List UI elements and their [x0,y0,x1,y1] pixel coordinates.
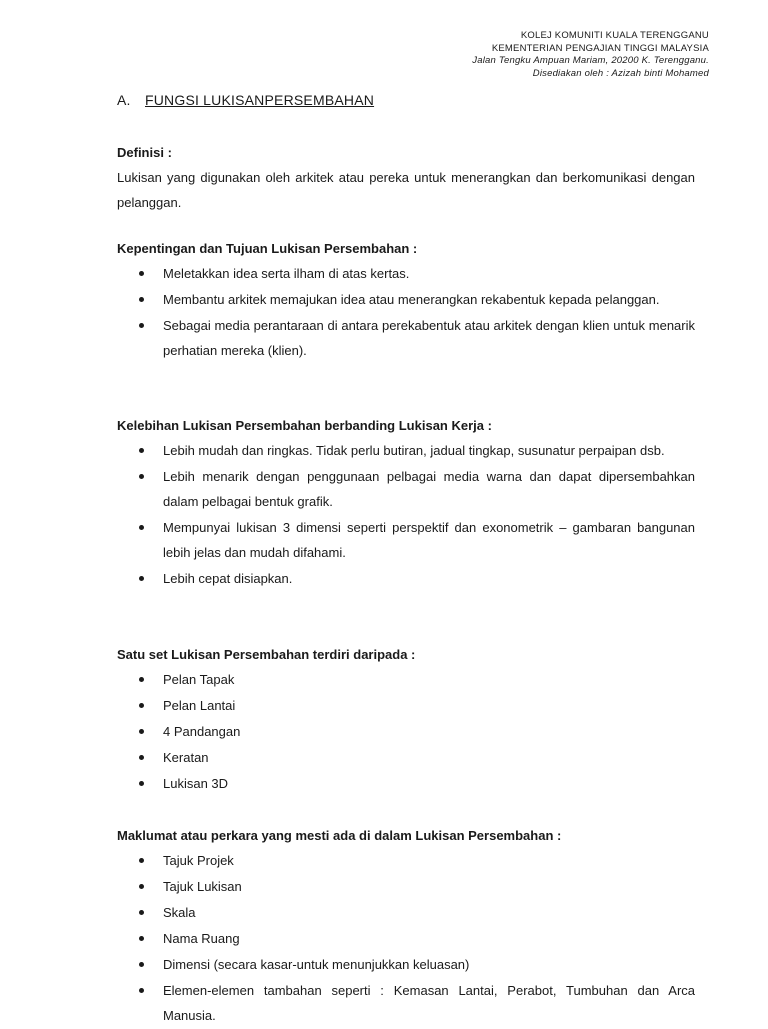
required-info-label: Maklumat atau perkara yang mesti ada di dalam Lukisan Persembahan : [117,828,562,843]
bullet-icon [139,858,144,863]
list-item: Sebagai media perantaraan di antara perekabentuk atau arkitek dengan klien untuk menarik perhatian mereka (klien). [117,313,695,363]
header-author: Disediakan oleh : Azizah binti Mohamed [532,67,709,79]
list-item: Nama Ruang [117,926,695,951]
required-info-list [117,848,695,1028]
importance-block [117,236,695,364]
definition-label: Definisi : [117,145,172,160]
definition-block [117,140,695,215]
bullet-icon [139,781,144,786]
bullet-icon [139,962,144,967]
list-item: Dimensi (secara kasar-untuk menunjukkan keluasan) [117,952,695,977]
bullet-icon [139,474,144,479]
bullet-icon [139,323,144,328]
header-college: KOLEJ KOMUNITI KUALA TERENGGANU [520,30,709,41]
bullet-icon [139,988,144,993]
list-item: Pelan Tapak [117,667,695,692]
header-address: Jalan Tengku Ampuan Mariam, 20200 K. Terengganu. [472,55,709,66]
list-item: Meletakkan idea serta ilham di atas kertas. [117,261,695,286]
required-info-block [117,823,695,1029]
list-item: Keratan [117,745,695,770]
list-item: Lukisan 3D [117,771,695,796]
list-item: Lebih mudah dan ringkas. Tidak perlu butiran, jadual tingkap, susunatur perpaipan dsb. [117,438,695,463]
bullet-icon [139,297,144,302]
section-a-letter: A. [117,92,131,108]
list-item: Skala [117,900,695,925]
drawing-set-block [117,642,695,797]
bullet-icon [139,910,144,915]
section-a-title: FUNGSI LUKISANPERSEMBAHAN [145,92,375,108]
definition-text: Lukisan yang digunakan oleh arkitek atau pereka untuk menerangkan dan berkomunikasi dengan pelanggan. [117,170,695,210]
bullet-icon [139,525,144,530]
list-item: Lebih cepat disiapkan. [117,566,695,591]
bullet-icon [139,729,144,734]
advantages-block [117,413,695,592]
importance-label: Kepentingan dan Tujuan Lukisan Persembahan : [117,241,418,256]
list-item: Tajuk Lukisan [117,874,695,899]
list-item: Elemen-elemen tambahan seperti : Kemasan Lantai, Perabot, Tumbuhan dan Arca Manusia. [117,978,695,1028]
header-ministry: KEMENTERIAN PENGAJIAN TINGGI MALAYSIA [491,42,709,54]
list-item: 4 Pandangan [117,719,695,744]
bullet-icon [139,884,144,889]
drawing-set-label: Satu set Lukisan Persembahan terdiri daripada : [117,647,416,662]
importance-list [117,261,695,363]
bullet-icon [139,448,144,453]
institution-header [472,30,709,80]
list-item: Membantu arkitek memajukan idea atau menerangkan rekabentuk kepada pelanggan. [117,287,695,312]
list-item: Pelan Lantai [117,693,695,718]
bullet-icon [139,755,144,760]
list-item: Tajuk Projek [117,848,695,873]
drawing-set-list [117,667,695,796]
bullet-icon [139,703,144,708]
bullet-icon [139,677,144,682]
bullet-icon [139,271,144,276]
list-item: Lebih menarik dengan penggunaan pelbagai media warna dan dapat dipersembahkan dalam pelbagai bentuk grafik. [117,464,695,514]
advantages-label: Kelebihan Lukisan Persembahan berbanding Lukisan Kerja : [117,418,492,433]
list-item: Mempunyai lukisan 3 dimensi seperti perspektif dan exonometrik – gambaran bangunan lebih jelas dan mudah difahami. [117,515,695,565]
advantages-list [117,438,695,591]
section-a-heading [117,92,374,108]
bullet-icon [139,936,144,941]
bullet-icon [139,576,144,581]
